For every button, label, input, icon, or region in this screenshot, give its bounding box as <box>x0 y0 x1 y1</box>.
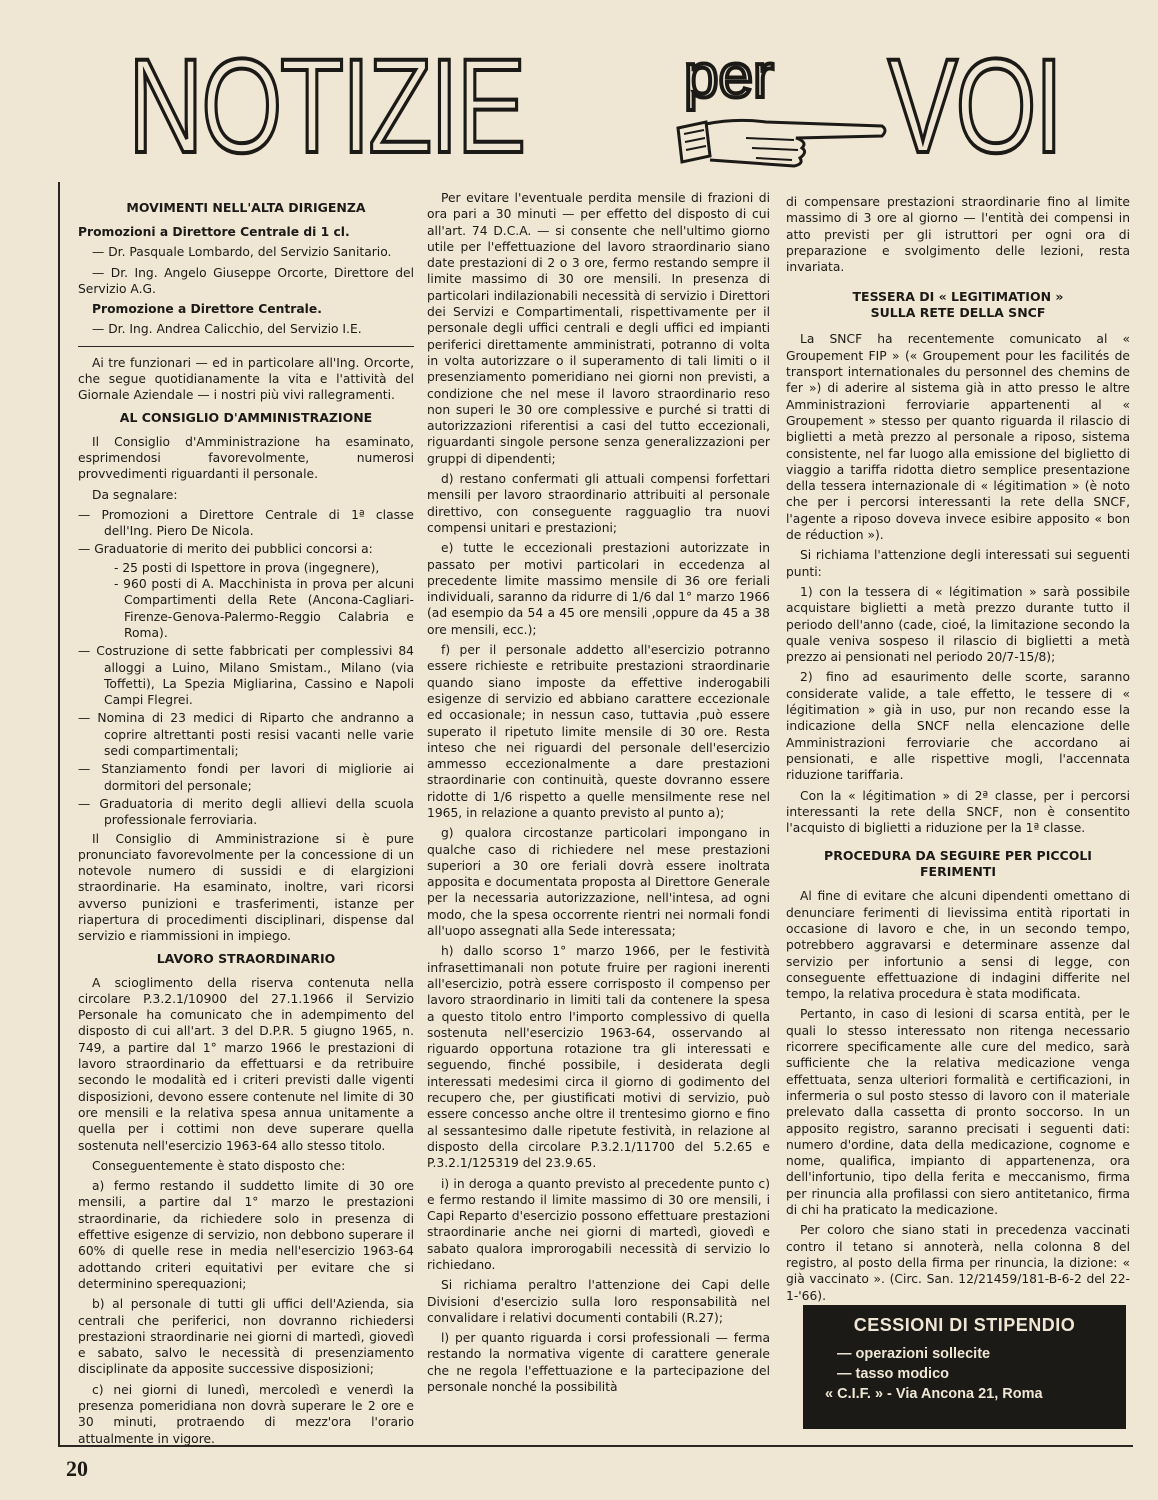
heading-movimenti: MOVIMENTI NELL'ALTA DIRIGENZA <box>126 200 366 215</box>
ad-line: — tasso modico <box>837 1366 949 1382</box>
list-item: — Graduatorie di merito dei pubblici concorsi a: <box>78 542 373 557</box>
column-3 <box>786 194 1130 1308</box>
paragraph: c) nei giorni di lunedì, mercoledì e venerdì la presenza pomeridiana non dovrà superare le 2 ore e 30 minuti, protraendo di mezz'ora l'orario attualmente in vigore. <box>78 1382 414 1446</box>
masthead <box>128 22 1098 181</box>
paragraph: Conseguentemente è stato disposto che: <box>92 1158 346 1173</box>
paragraph: Promozione a Direttore Centrale. <box>92 302 322 317</box>
list-subitem: - 960 posti di A. Macchinista in prova per alcuni Compartimenti della Rete (Ancona-Cagliari-Firenze-Genova-Palermo-Reggio Calabria e Roma). <box>114 577 414 640</box>
paragraph: Il Consiglio di Amministrazione si è pure pronunciato favorevolmente per la concessione di un notevole numero di sussidi e di elargizioni straordinarie. Ha esaminato, inoltre, vari ricorsi avverso punizioni e trasferimenti, istanze per riapertura di procedimenti disciplinari, dispense dal servizio e riammissioni in impiego. <box>78 831 414 944</box>
paragraph: Promozioni a Direttore Centrale di 1 cl. <box>78 225 350 239</box>
paragraph: a) fermo restando il suddetto limite di 30 ore mensili, a partire dal 1° marzo le prestazioni straordinarie, da richiedere solo in presenza di effettive esigenze di servizio, non debbono superare il 60% di quelle rese in media nell'esercizio 1963-64 adottando criteri equitativi per evitare che si determinino sperequazioni; <box>78 1179 414 1291</box>
paragraph: l) per quanto riguarda i corsi professionali — ferma restando la normativa vigente di carattere generale che ne regola l'effettuazione e la partecipazione del personale nonché la possibilità <box>427 1331 770 1395</box>
paragraph: 2) fino ad esaurimento delle scorte, saranno considerate valide, a tale effetto, le tessere di « légitimation » già in uso, pur non recando esse la indicazione della SNCF nella elencazione delle Amministrazioni ferroviarie che accordano ai pensionati, e alle rispettive mogli, l'accennata riduzione tariffaria. <box>786 670 1130 783</box>
page-number: 20 <box>66 1456 88 1481</box>
paragraph: La SNCF ha recentemente comunicato al « Groupement FIP » (« Groupement pour les facilités de transport internationales du personnel des chemins de fer ») di aderire al sistema già in atto presso le altre Amministrazioni ferroviarie appartenenti al « Groupement » stesso per quanto riguarda il rilascio di biglietti a metà prezzo al personale a riposo, sistema consistente, nel far luogo alla emissione del biglietto di viaggio a tariffa ridotta dietro semplice presentazione della tessera internazionale di « légitimation » (è noto che per i percorsi interessanti la rete della SNCF, l'agente a riposo doveva invece esibire apposito « bon de réduction »). <box>786 332 1130 543</box>
heading-consiglio: AL CONSIGLIO D'AMMINISTRAZIONE <box>119 409 373 425</box>
divider <box>78 346 414 347</box>
paragraph: Per coloro che siano stati in precedenza vaccinati contro il tetano si annoterà, nella colonna 8 del registro, al posto della firma per rinuncia, la dizione: « già vaccinato ». (Circ. San. 12/21459/181-B-6-2 del 22-1-'66). <box>786 1223 1130 1303</box>
list-item: — Nomina di 23 medici di Riparto che andranno a coprire altrettanti posti resisi vacanti nelle varie sedi compartimentali; <box>78 711 414 759</box>
paragraph: di compensare prestazioni straordinarie fino al limite massimo di 3 ore al giorno — l'entità dei compensi in atto previsti per gli istruttori per ogni ora di preparazione e svolgimento delle lezioni, resta invariata. <box>786 195 1130 275</box>
paragraph: b) al personale di tutti gli uffici dell'Azienda, sia centrali che periferici, non dovranno richiedersi prestazioni straordinarie nei giorni di martedì, giovedì e sabato, salvo le necessità di presenziamento disciplinate da apposite successive disposizioni; <box>78 1297 414 1377</box>
paragraph: — Dr. Pasquale Lombardo, del Servizio Sanitario. <box>92 245 392 260</box>
paragraph: e) tutte le eccezionali prestazioni autorizzate in passato per motivi particolari in eccedenza al precedente limite massimo mensile di 36 ore feriali individuali, saranno da ridurre di 1/6 dal 1° marzo 1966 (ad esempio da 54 a 45 ore mensili ,oppure da 45 a 38 ore mensili, ecc.); <box>427 541 770 637</box>
paragraph: A scioglimento della riserva contenuta nella circolare P.3.2.1/10900 del 27.1.1966 il Servizio Personale ha comunicato che in adempimento del disposto di cui all'art. 3 del D.P.R. 5 giugno 1965, n. 749, a partire dal 1° marzo 1966 le prestazioni di lavoro straordinario da effettuarsi e da retribuire secondo le modalità ed i criteri previsti dalle vigenti disposizioni, devono essere contenute nel limite di 30 ore mensili e la relativa spesa annua unitamente a quella per i cottimi non deve superare quella sostenuta nell'esercizio 1963-64 allo stesso titolo. <box>78 975 414 1153</box>
advertisement-box <box>803 1305 1126 1429</box>
list-item: — Promozioni a Direttore Centrale di 1ª classe dell'Ing. Piero De Nicola. <box>78 507 414 539</box>
paragraph: f) per il personale addetto all'esercizio potranno essere richieste e retribuite prestazioni straordinarie quando siano imposte da effettive inderogabili esigenze di servizio ed abbiano carattere eccezionale ed occasionale; in nessun caso, tuttavia ,può essere superato il ripetuto limite mensile di 30 ore. Resta inteso che nei riguardi del personale dell'esercizio ammesso eccezionalmente a dare prestazioni straordinarie con continuità, queste dovranno essere ridotte di 1/6 rispetto a quelle mensilmente rese nel 1965, in relazione a quanto previsto al punto a); <box>427 643 770 820</box>
ad-address: « C.I.F. » - Via Ancona 21, Roma <box>825 1386 1043 1402</box>
heading-tessera <box>786 289 1130 321</box>
paragraph: Al fine di evitare che alcuni dipendenti omettano di denunciare ferimenti di lievissima entità riportati in occasione di lavoro e che, in un secondo tempo, potrebbero aggravarsi e determinare assenze dal servizio per infortunio a sensi di legge, con conseguente effettuazione di indagini differite nel tempo, la relativa procedura è stata modificata. <box>786 889 1130 1002</box>
heading-procedura: PROCEDURA DA SEGUIRE PER PICCOLI FERIMENTI <box>824 848 1092 880</box>
masthead-per: per <box>684 42 774 111</box>
column-1 <box>78 200 414 1451</box>
heading-tessera-line1: TESSERA DI « LEGITIMATION » <box>852 289 1064 305</box>
paragraph: 1) con la tessera di « légitimation » sarà possibile acquistare biglietti a metà prezzo durante tutto il periodo dell'anno (cade, cioé, la limitazione secondo la quale veniva sospeso il rilascio di biglietti a metà prezzo ai pensionati nel periodo 20/7-15/8); <box>786 584 1130 665</box>
paragraph: Ai tre funzionari — ed in particolare all'Ing. Orcorte, che segue quotidianamente la vita e l'attività del Giornale Aziendale — i nostri più vivi rallegramenti. <box>78 355 414 403</box>
paragraph: — Dr. Ing. Angelo Giuseppe Orcorte, Direttore del Servizio A.G. <box>78 265 414 296</box>
list-subitem: - 25 posti di Ispettore in prova (ingegnere), <box>114 560 380 575</box>
paragraph: Con la « légitimation » di 2ª classe, per i percorsi interessanti la rete della SNCF, non è consentito l'acquisto di biglietti a riduzione per la 1ª classe. <box>786 788 1130 836</box>
paragraph: d) restano confermati gli attuali compensi forfettari mensili per lavoro straordinario attribuiti al personale direttivo, con conseguente ragguaglio tra nuovi compensi unitari e prestazioni; <box>427 472 770 535</box>
masthead-notizie: NOTIZIE <box>128 32 524 181</box>
pointing-hand-icon <box>676 108 890 170</box>
paragraph: Pertanto, in caso di lesioni di scarsa entità, per le quali lo stesso interessato non ritenga necessario ricorrere specificamente alle cure del medico, sarà sufficiente che la relativa medicazione venga effettuata, senza ulteriori formalità e certificazioni, in infermeria o sul posto stesso di lavoro con il materiale prelevato dalla cassetta di pronto soccorso. In un apposito registro, saranno precisati i seguenti dati: numero d'ordine, data della medicazione, cognome e nome, qualifica, impianto di appartenenza, ora dell'infortunio, tipo della ferita e meccanismo, firma per rinuncia alla profilassi con siero antitetanico, firma di chi ha praticato la medicazione. <box>786 1007 1130 1218</box>
ad-line: — operazioni sollecite <box>837 1346 991 1362</box>
paragraph: Da segnalare: <box>92 487 178 502</box>
heading-tessera-line2: SULLA RETE DELLA SNCF <box>870 305 1046 321</box>
paragraph: — Dr. Ing. Andrea Calicchio, del Servizio I.E. <box>92 322 362 337</box>
paragraph: Il Consiglio d'Amministrazione ha esaminato, esprimendosi favorevolmente, numerosi provvedimenti riguardanti il personale. <box>78 434 414 482</box>
paragraph: Per evitare l'eventuale perdita mensile di frazioni di ora pari a 30 minuti — per effetto del disposto di cui all'art. 74 D.C.A. — si consente che nell'ultimo giorno utile per l'effettuazione del lavoro straordinario siano date prestazioni di 2 o 3 ore, fermo restando sempre il limite massimo di 30 ore mensili. In presenza di particolari indilazionabili necessità di servizio i Direttori dei Servizi e Compartimentali, rispettivamente per il personale degli uffici centrali e degli uffici ed impianti periferici direttamente amministrati, potranno di volta in volta autorizzare o il superamento di tali limiti o il presenziamento pomeridiano nei giorni non previsti, a condizione che nel mese il lavoro straordinario reso non superi le 30 ore complessive e purché si tratti di autorizzazioni riferentisi a casi del tutto eccezionali, riguardanti singole persone senza generalizzazioni per gruppi di dipendenti; <box>427 191 770 466</box>
list-item: — Costruzione di sette fabbricati per complessivi 84 alloggi a Luino, Milano Smistam., Milano (via Toffetti), La Spezia Migliarina, Cassino e Napoli Campi Flegrei. <box>78 644 414 708</box>
paragraph: Si richiama peraltro l'attenzione dei Capi delle Divisioni d'esercizio sulla loro responsabilità nel convalidare i relativi documenti contabili (R.27); <box>427 1278 770 1325</box>
paragraph: i) in deroga a quanto previsto al precedente punto c) e fermo restando il limite massimo di 30 ore mensili, i Capi Reparto d'esercizio possono effettuare prestazioni straordinarie anche nei giorni di martedì, giovedì e sabato qualora improrogabili necessità di servizio lo richiedano. <box>427 1176 770 1272</box>
column-2 <box>427 190 770 1399</box>
list-item: — Stanziamento fondi per lavori di migliorie ai dormitori del personale; <box>78 762 414 793</box>
paragraph: Si richiama l'attenzione degli interessati sui seguenti punti: <box>786 548 1130 579</box>
heading-lavoro-straordinario: LAVORO STRAORDINARIO <box>156 950 336 966</box>
masthead-voi: VOI <box>888 32 1062 181</box>
list-item: — Graduatoria di merito degli allievi della scuola professionale ferroviaria. <box>78 796 414 828</box>
paragraph: g) qualora circostanze particolari impongano in qualche caso di richiedere nel mese prestazioni superiori a 30 ore feriali dovrà essere inoltrata apposita e documentata proposta al Direttore Generale per la necessaria autorizzazione, nell'intesa, ad ogni modo, che la spesa occorrente rientri nei normali fondi all'uopo assegnati alla Sede interessata; <box>427 826 770 939</box>
paragraph: h) dallo scorso 1° marzo 1966, per le festività infrasettimanali non potute fruire per ragioni inerenti all'esercizio, potrà essere corrisposto il compenso per lavoro straordinario in limiti tali da contenere la spesa a questo titolo entro l'importo complessivo di quella sostenuta nell'esercizio 1963-64, osservando al riguardo opportuna rotazione tra gli interessati e seguendo, finché possibile, i desiderata degli interessati medesimi circa il giorno di godimento del recupero che, per giustificati motivi di servizio, può essere concesso anche oltre il trentesimo giorno e fino al sessantesimo dalle ripetute festività, in relazione al disposto della circolare P.3.2.1/11700 del 5.2.65 e P.3.2.1/125319 del 23.9.65. <box>427 944 770 1171</box>
ad-title: CESSIONI DI STIPENDIO <box>853 1315 1076 1335</box>
